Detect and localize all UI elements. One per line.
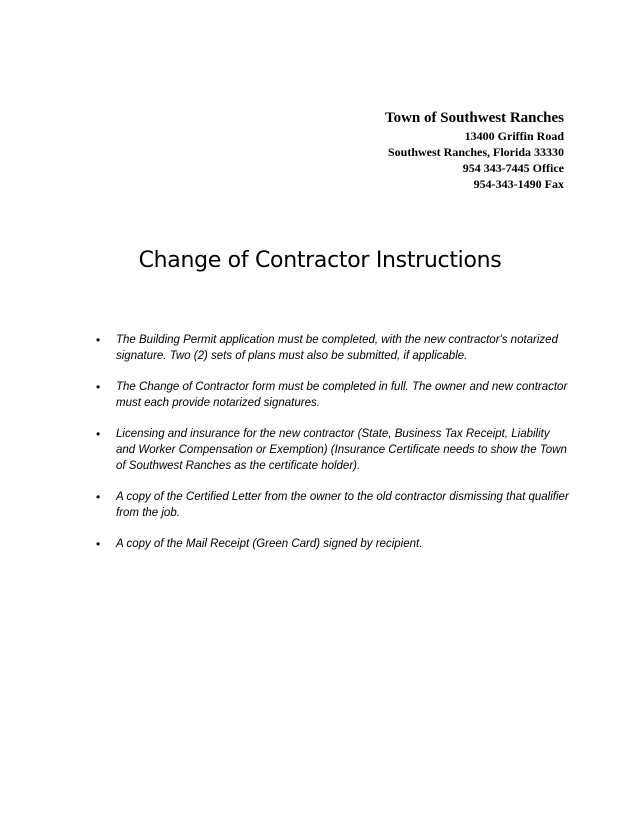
instruction-text: The Change of Contractor form must be completed in full. The owner and new contractor must each provide notarized signatures. [116,381,568,409]
instruction-text: Licensing and insurance for the new contractor (State, Business Tax Receipt, Liability and Worker Compensation or Exemption) (Insurance Certificate needs to show the Town of Southwest Ranches as the certificate holder). [116,428,567,472]
bullet-icon: • [96,427,101,441]
list-item [96,489,570,521]
instruction-text: The Building Permit application must be completed, with the new contractor's notarized signature. Two (2) sets of plans must also be submitted, if applicable. [116,334,558,362]
office-phone: 954 343-7445 Office [462,161,564,175]
instruction-text: A copy of the Mail Receipt (Green Card) signed by recipient. [116,538,423,550]
address-line-2: Southwest Ranches, Florida 33330 [387,145,564,159]
page-title: Change of Contractor Instructions [138,248,502,273]
list-item [96,379,570,411]
list-item [96,332,570,364]
instructions-list [96,332,570,567]
bullet-icon: • [96,490,101,504]
instruction-text: A copy of the Certified Letter from the owner to the old contractor dismissing that qualifier from the job. [116,491,569,519]
address-line-1: 13400 Griffin Road [464,129,564,143]
list-item [96,536,570,552]
fax-number: 954-343-1490 Fax [473,177,564,191]
letterhead [385,108,564,192]
organization-name: Town of Southwest Ranches [384,110,564,126]
bullet-icon: • [96,333,101,347]
bullet-icon: • [96,380,101,394]
list-item [96,426,570,474]
bullet-icon: • [96,537,101,551]
